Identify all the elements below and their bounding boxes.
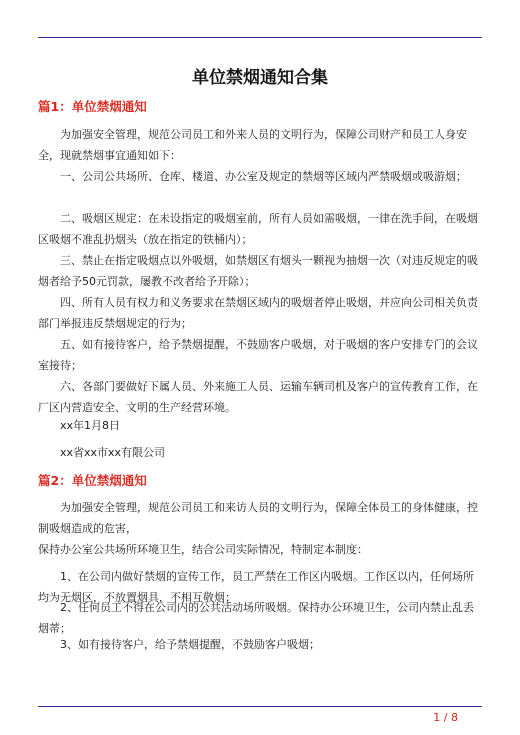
- section1-intro: 为加强安全管理，规范公司员工和外来人员的文明行为，保障公司财产和员工人身安全，现就禁烟事宜通知如下：: [38, 128, 467, 162]
- section1-date: xx年1月8日: [60, 419, 121, 432]
- page-indicator: 1 / 8: [433, 711, 458, 724]
- section2-item-2: 2、任何员工不得在公司内的公共活动场所吸烟。保持办公环境卫生，公司内禁止乱丢烟蒂；: [38, 601, 474, 635]
- section2-intro: 为加强安全管理，规范公司员工和来访人员的文明行为，保障全体员工的身体健康，控制吸烟造成的危害，: [38, 501, 478, 535]
- section2-item-3: 3、如有接待客户，给予禁烟提醒，不鼓励客户吸烟；: [60, 638, 320, 651]
- section2-item-1: 1、在公司内做好禁烟的宣传工作，员工严禁在工作区内吸烟。工作区以内，任何场所均为无烟区，不放置烟具，不相互敬烟；: [38, 570, 474, 604]
- section-heading-1: 篇1：单位禁烟通知: [38, 99, 147, 114]
- footer-rule: [38, 706, 482, 707]
- header-rule: [38, 37, 482, 38]
- section1-item-5: 五、如有接待客户，给予禁烟提醒，不鼓励客户吸烟，对于吸烟的客户安排专门的会议室接待；: [38, 338, 478, 372]
- section1-item-6: 六、各部门要做好下属人员、外来施工人员、运输车辆司机及客户的宣传教育工作，在厂区内营造安全、文明的生产经营环境。: [38, 380, 478, 414]
- section1-item-2: 二、吸烟区规定：在未设指定的吸烟室前，所有人员如需吸烟，一律在洗手间，在吸烟区吸烟不准乱扔烟头（放在指定的铁桶内）；: [38, 212, 478, 246]
- section1-item-1: 一、公司公共场所、仓库、楼道、办公室及规定的禁烟等区域内严禁吸烟或吸游烟；: [60, 170, 467, 183]
- section1-item-4: 四、所有人员有权力和义务要求在禁烟区域内的吸烟者停止吸烟，并应向公司相关负责部门举报违反禁烟规定的行为；: [38, 296, 478, 330]
- section2-intro-cont: 保持办公室公共场所环境卫生，结合公司实际情况，特制定本制度：: [38, 543, 368, 556]
- section1-company: xx省xx市xx有限公司: [60, 446, 166, 459]
- section1-item-3: 三、禁止在指定吸烟点以外吸烟，如禁烟区有烟头一颗视为抽烟一次（对违反规定的吸烟者给予50元罚款，屡教不改者给予开除）；: [38, 254, 478, 288]
- section-heading-2: 篇2：单位禁烟通知: [38, 473, 147, 488]
- document-title: 单位禁烟通知合集: [192, 68, 328, 88]
